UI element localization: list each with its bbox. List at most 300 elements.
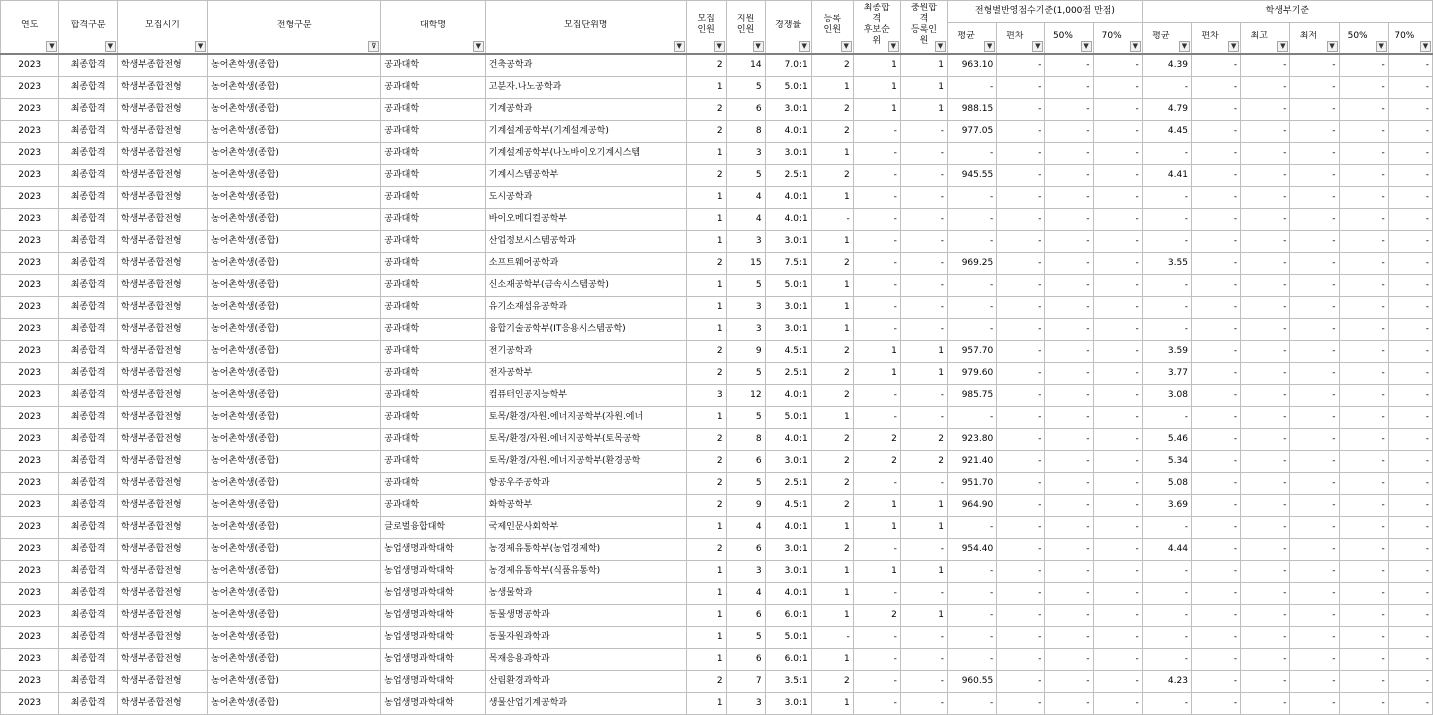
cell-final-waitlist[interactable]: 1: [853, 517, 900, 539]
cell-final-waitlist[interactable]: -: [853, 253, 900, 275]
cell-admission-type[interactable]: 농어촌학생(종합): [208, 165, 381, 187]
cell-enrolled[interactable]: 2: [811, 671, 853, 693]
cell-applicants[interactable]: 4: [726, 187, 765, 209]
cell-score-avg[interactable]: -: [948, 319, 997, 341]
cell-college[interactable]: 농업생명과학대학: [381, 671, 486, 693]
cell-period[interactable]: 학생부종합전형: [117, 121, 207, 143]
filter-dropdown-icon[interactable]: ▼: [984, 41, 995, 52]
cell-year[interactable]: 2023: [1, 77, 59, 99]
cell-unit[interactable]: 동물생명공학과: [485, 605, 686, 627]
cell-year[interactable]: 2023: [1, 649, 59, 671]
cell-record-50[interactable]: -: [1339, 165, 1388, 187]
cell-unit[interactable]: 소프트웨어공학과: [485, 253, 686, 275]
filter-dropdown-icon[interactable]: ▼: [473, 41, 484, 52]
cell-score-50[interactable]: -: [1045, 517, 1093, 539]
cell-extra-enrolled[interactable]: 1: [900, 495, 947, 517]
cell-college[interactable]: 농업생명과학대학: [381, 649, 486, 671]
cell-record-70[interactable]: -: [1388, 54, 1432, 77]
cell-record-50[interactable]: -: [1339, 363, 1388, 385]
cell-extra-enrolled[interactable]: -: [900, 297, 947, 319]
cell-college[interactable]: 공과대학: [381, 341, 486, 363]
cell-quota[interactable]: 1: [686, 187, 726, 209]
cell-record-min[interactable]: -: [1290, 54, 1339, 77]
cell-pass-type[interactable]: 최종합격: [59, 473, 117, 495]
cell-score-70[interactable]: -: [1093, 165, 1142, 187]
cell-record-min[interactable]: -: [1290, 385, 1339, 407]
cell-record-70[interactable]: -: [1388, 231, 1432, 253]
cell-extra-enrolled[interactable]: 1: [900, 561, 947, 583]
cell-score-avg[interactable]: -: [948, 407, 997, 429]
cell-applicants[interactable]: 4: [726, 517, 765, 539]
cell-quota[interactable]: 2: [686, 363, 726, 385]
cell-pass-type[interactable]: 최종합격: [59, 627, 117, 649]
cell-year[interactable]: 2023: [1, 231, 59, 253]
cell-record-avg[interactable]: -: [1142, 77, 1191, 99]
cell-pass-type[interactable]: 최종합격: [59, 121, 117, 143]
cell-enrolled[interactable]: 2: [811, 121, 853, 143]
cell-period[interactable]: 학생부종합전형: [117, 605, 207, 627]
cell-quota[interactable]: 1: [686, 275, 726, 297]
cell-year[interactable]: 2023: [1, 473, 59, 495]
cell-final-waitlist[interactable]: -: [853, 187, 900, 209]
cell-record-avg[interactable]: 5.46: [1142, 429, 1191, 451]
cell-record-max[interactable]: -: [1241, 165, 1290, 187]
cell-final-waitlist[interactable]: 2: [853, 429, 900, 451]
cell-record-min[interactable]: -: [1290, 341, 1339, 363]
cell-score-70[interactable]: -: [1093, 385, 1142, 407]
cell-admission-type[interactable]: 농어촌학생(종합): [208, 583, 381, 605]
cell-extra-enrolled[interactable]: -: [900, 385, 947, 407]
cell-record-70[interactable]: -: [1388, 429, 1432, 451]
cell-pass-type[interactable]: 최종합격: [59, 209, 117, 231]
cell-record-min[interactable]: -: [1290, 451, 1339, 473]
cell-score-70[interactable]: -: [1093, 231, 1142, 253]
cell-year[interactable]: 2023: [1, 275, 59, 297]
cell-period[interactable]: 학생부종합전형: [117, 99, 207, 121]
cell-college[interactable]: 농업생명과학대학: [381, 693, 486, 715]
cell-score-70[interactable]: -: [1093, 99, 1142, 121]
cell-enrolled[interactable]: 1: [811, 605, 853, 627]
cell-score-70[interactable]: -: [1093, 583, 1142, 605]
cell-college[interactable]: 공과대학: [381, 165, 486, 187]
cell-admission-type[interactable]: 농어촌학생(종합): [208, 187, 381, 209]
cell-period[interactable]: 학생부종합전형: [117, 671, 207, 693]
cell-applicants[interactable]: 6: [726, 605, 765, 627]
cell-college[interactable]: 공과대학: [381, 385, 486, 407]
cell-record-avg[interactable]: 4.39: [1142, 54, 1191, 77]
cell-score-50[interactable]: -: [1045, 54, 1093, 77]
cell-period[interactable]: 학생부종합전형: [117, 583, 207, 605]
cell-quota[interactable]: 1: [686, 605, 726, 627]
cell-final-waitlist[interactable]: -: [853, 473, 900, 495]
filter-dropdown-icon[interactable]: ▼: [1376, 41, 1387, 52]
cell-period[interactable]: 학생부종합전형: [117, 561, 207, 583]
cell-score-avg[interactable]: 960.55: [948, 671, 997, 693]
cell-applicants[interactable]: 5: [726, 473, 765, 495]
cell-record-70[interactable]: -: [1388, 649, 1432, 671]
cell-score-70[interactable]: -: [1093, 605, 1142, 627]
cell-score-50[interactable]: -: [1045, 297, 1093, 319]
cell-college[interactable]: 농업생명과학대학: [381, 561, 486, 583]
cell-record-50[interactable]: -: [1339, 341, 1388, 363]
cell-pass-type[interactable]: 최종합격: [59, 451, 117, 473]
cell-record-70[interactable]: -: [1388, 605, 1432, 627]
cell-admission-type[interactable]: 농어촌학생(종합): [208, 253, 381, 275]
cell-quota[interactable]: 1: [686, 407, 726, 429]
cell-score-50[interactable]: -: [1045, 583, 1093, 605]
cell-pass-type[interactable]: 최종합격: [59, 583, 117, 605]
cell-record-min[interactable]: -: [1290, 187, 1339, 209]
cell-extra-enrolled[interactable]: 2: [900, 451, 947, 473]
cell-competition[interactable]: 3.0:1: [765, 99, 811, 121]
cell-record-max[interactable]: -: [1241, 605, 1290, 627]
cell-score-dev[interactable]: -: [997, 671, 1045, 693]
cell-record-max[interactable]: -: [1241, 495, 1290, 517]
cell-year[interactable]: 2023: [1, 54, 59, 77]
cell-period[interactable]: 학생부종합전형: [117, 495, 207, 517]
cell-final-waitlist[interactable]: -: [853, 165, 900, 187]
cell-score-dev[interactable]: -: [997, 583, 1045, 605]
cell-extra-enrolled[interactable]: -: [900, 693, 947, 715]
cell-record-50[interactable]: -: [1339, 451, 1388, 473]
cell-record-50[interactable]: -: [1339, 143, 1388, 165]
cell-competition[interactable]: 2.5:1: [765, 473, 811, 495]
cell-competition[interactable]: 4.0:1: [765, 209, 811, 231]
cell-extra-enrolled[interactable]: 1: [900, 341, 947, 363]
cell-period[interactable]: 학생부종합전형: [117, 54, 207, 77]
cell-record-max[interactable]: -: [1241, 429, 1290, 451]
cell-pass-type[interactable]: 최종합격: [59, 187, 117, 209]
cell-record-dev[interactable]: -: [1191, 429, 1240, 451]
cell-admission-type[interactable]: 농어촌학생(종합): [208, 517, 381, 539]
cell-record-min[interactable]: -: [1290, 539, 1339, 561]
cell-score-avg[interactable]: -: [948, 231, 997, 253]
cell-record-70[interactable]: -: [1388, 209, 1432, 231]
cell-admission-type[interactable]: 농어촌학생(종합): [208, 341, 381, 363]
cell-period[interactable]: 학생부종합전형: [117, 539, 207, 561]
cell-competition[interactable]: 4.0:1: [765, 429, 811, 451]
cell-final-waitlist[interactable]: 1: [853, 99, 900, 121]
cell-score-50[interactable]: -: [1045, 77, 1093, 99]
cell-college[interactable]: 농업생명과학대학: [381, 539, 486, 561]
cell-score-dev[interactable]: -: [997, 297, 1045, 319]
cell-record-dev[interactable]: -: [1191, 627, 1240, 649]
cell-pass-type[interactable]: 최종합격: [59, 99, 117, 121]
cell-final-waitlist[interactable]: 1: [853, 363, 900, 385]
cell-period[interactable]: 학생부종합전형: [117, 473, 207, 495]
cell-record-50[interactable]: -: [1339, 649, 1388, 671]
cell-score-avg[interactable]: 923.80: [948, 429, 997, 451]
filter-dropdown-icon[interactable]: ▼: [1277, 41, 1288, 52]
cell-applicants[interactable]: 9: [726, 495, 765, 517]
cell-record-min[interactable]: -: [1290, 253, 1339, 275]
cell-college[interactable]: 글로벌융합대학: [381, 517, 486, 539]
cell-quota[interactable]: 2: [686, 429, 726, 451]
cell-record-dev[interactable]: -: [1191, 341, 1240, 363]
cell-competition[interactable]: 4.0:1: [765, 385, 811, 407]
cell-score-dev[interactable]: -: [997, 143, 1045, 165]
cell-record-dev[interactable]: -: [1191, 605, 1240, 627]
cell-year[interactable]: 2023: [1, 583, 59, 605]
cell-record-avg[interactable]: 4.44: [1142, 539, 1191, 561]
filter-dropdown-icon[interactable]: ▼: [1327, 41, 1338, 52]
filter-dropdown-icon[interactable]: ▼: [1032, 41, 1043, 52]
cell-year[interactable]: 2023: [1, 385, 59, 407]
cell-score-avg[interactable]: -: [948, 297, 997, 319]
cell-score-dev[interactable]: -: [997, 253, 1045, 275]
cell-applicants[interactable]: 5: [726, 627, 765, 649]
cell-record-70[interactable]: -: [1388, 187, 1432, 209]
cell-score-dev[interactable]: -: [997, 165, 1045, 187]
cell-score-dev[interactable]: -: [997, 187, 1045, 209]
cell-record-70[interactable]: -: [1388, 539, 1432, 561]
cell-applicants[interactable]: 4: [726, 209, 765, 231]
cell-record-dev[interactable]: -: [1191, 231, 1240, 253]
cell-score-avg[interactable]: -: [948, 605, 997, 627]
cell-record-max[interactable]: -: [1241, 187, 1290, 209]
cell-record-max[interactable]: -: [1241, 54, 1290, 77]
cell-final-waitlist[interactable]: -: [853, 539, 900, 561]
cell-record-70[interactable]: -: [1388, 99, 1432, 121]
filter-dropdown-icon[interactable]: ▼: [753, 41, 764, 52]
cell-period[interactable]: 학생부종합전형: [117, 429, 207, 451]
cell-applicants[interactable]: 5: [726, 363, 765, 385]
cell-record-50[interactable]: -: [1339, 693, 1388, 715]
cell-pass-type[interactable]: 최종합격: [59, 275, 117, 297]
cell-score-dev[interactable]: -: [997, 385, 1045, 407]
cell-pass-type[interactable]: 최종합격: [59, 341, 117, 363]
cell-applicants[interactable]: 3: [726, 143, 765, 165]
cell-record-max[interactable]: -: [1241, 297, 1290, 319]
cell-final-waitlist[interactable]: -: [853, 627, 900, 649]
filter-dropdown-icon[interactable]: ▼: [1081, 41, 1092, 52]
cell-score-70[interactable]: -: [1093, 539, 1142, 561]
cell-college[interactable]: 공과대학: [381, 54, 486, 77]
cell-applicants[interactable]: 4: [726, 583, 765, 605]
cell-competition[interactable]: 3.0:1: [765, 297, 811, 319]
cell-pass-type[interactable]: 최종합격: [59, 407, 117, 429]
cell-record-avg[interactable]: 3.59: [1142, 341, 1191, 363]
cell-record-50[interactable]: -: [1339, 495, 1388, 517]
cell-period[interactable]: 학생부종합전형: [117, 693, 207, 715]
cell-enrolled[interactable]: 2: [811, 99, 853, 121]
cell-record-avg[interactable]: 4.45: [1142, 121, 1191, 143]
cell-score-50[interactable]: -: [1045, 253, 1093, 275]
cell-college[interactable]: 공과대학: [381, 297, 486, 319]
cell-record-70[interactable]: -: [1388, 297, 1432, 319]
cell-score-50[interactable]: -: [1045, 143, 1093, 165]
cell-enrolled[interactable]: 1: [811, 583, 853, 605]
cell-admission-type[interactable]: 농어촌학생(종합): [208, 99, 381, 121]
cell-record-avg[interactable]: -: [1142, 187, 1191, 209]
cell-extra-enrolled[interactable]: 1: [900, 99, 947, 121]
cell-applicants[interactable]: 7: [726, 671, 765, 693]
cell-enrolled[interactable]: 1: [811, 561, 853, 583]
cell-period[interactable]: 학생부종합전형: [117, 253, 207, 275]
cell-record-dev[interactable]: -: [1191, 385, 1240, 407]
cell-record-50[interactable]: -: [1339, 121, 1388, 143]
cell-score-avg[interactable]: 957.70: [948, 341, 997, 363]
cell-extra-enrolled[interactable]: 1: [900, 605, 947, 627]
cell-record-avg[interactable]: -: [1142, 605, 1191, 627]
cell-record-min[interactable]: -: [1290, 209, 1339, 231]
cell-record-min[interactable]: -: [1290, 319, 1339, 341]
cell-period[interactable]: 학생부종합전형: [117, 363, 207, 385]
cell-applicants[interactable]: 9: [726, 341, 765, 363]
cell-final-waitlist[interactable]: -: [853, 275, 900, 297]
cell-record-min[interactable]: -: [1290, 297, 1339, 319]
cell-applicants[interactable]: 3: [726, 693, 765, 715]
cell-quota[interactable]: 2: [686, 99, 726, 121]
cell-year[interactable]: 2023: [1, 495, 59, 517]
cell-final-waitlist[interactable]: -: [853, 649, 900, 671]
cell-final-waitlist[interactable]: -: [853, 385, 900, 407]
cell-college[interactable]: 농업생명과학대학: [381, 583, 486, 605]
cell-final-waitlist[interactable]: 1: [853, 54, 900, 77]
cell-score-dev[interactable]: -: [997, 429, 1045, 451]
cell-year[interactable]: 2023: [1, 363, 59, 385]
cell-score-dev[interactable]: -: [997, 627, 1045, 649]
cell-final-waitlist[interactable]: -: [853, 231, 900, 253]
cell-unit[interactable]: 토목/환경/자원.에너지공학부(토목공학: [485, 429, 686, 451]
cell-unit[interactable]: 기계시스템공학부: [485, 165, 686, 187]
cell-score-50[interactable]: -: [1045, 429, 1093, 451]
cell-quota[interactable]: 1: [686, 209, 726, 231]
cell-record-max[interactable]: -: [1241, 363, 1290, 385]
cell-year[interactable]: 2023: [1, 121, 59, 143]
cell-score-50[interactable]: -: [1045, 407, 1093, 429]
cell-final-waitlist[interactable]: -: [853, 121, 900, 143]
cell-record-max[interactable]: -: [1241, 253, 1290, 275]
cell-record-avg[interactable]: -: [1142, 561, 1191, 583]
cell-quota[interactable]: 2: [686, 671, 726, 693]
cell-record-dev[interactable]: -: [1191, 77, 1240, 99]
cell-score-avg[interactable]: -: [948, 517, 997, 539]
cell-pass-type[interactable]: 최종합격: [59, 231, 117, 253]
cell-record-avg[interactable]: -: [1142, 209, 1191, 231]
cell-competition[interactable]: 3.5:1: [765, 671, 811, 693]
cell-final-waitlist[interactable]: -: [853, 407, 900, 429]
cell-score-avg[interactable]: -: [948, 583, 997, 605]
cell-unit[interactable]: 컴퓨터인공지능학부: [485, 385, 686, 407]
cell-score-avg[interactable]: -: [948, 649, 997, 671]
cell-score-dev[interactable]: -: [997, 407, 1045, 429]
cell-unit[interactable]: 동물자원과학과: [485, 627, 686, 649]
cell-record-max[interactable]: -: [1241, 143, 1290, 165]
cell-record-50[interactable]: -: [1339, 209, 1388, 231]
cell-quota[interactable]: 1: [686, 517, 726, 539]
cell-college[interactable]: 농업생명과학대학: [381, 627, 486, 649]
cell-record-max[interactable]: -: [1241, 209, 1290, 231]
cell-extra-enrolled[interactable]: -: [900, 275, 947, 297]
cell-extra-enrolled[interactable]: 1: [900, 54, 947, 77]
cell-college[interactable]: 공과대학: [381, 143, 486, 165]
cell-record-min[interactable]: -: [1290, 429, 1339, 451]
cell-admission-type[interactable]: 농어촌학생(종합): [208, 54, 381, 77]
cell-record-avg[interactable]: 4.41: [1142, 165, 1191, 187]
cell-pass-type[interactable]: 최종합격: [59, 165, 117, 187]
cell-enrolled[interactable]: 1: [811, 143, 853, 165]
cell-record-70[interactable]: -: [1388, 407, 1432, 429]
cell-score-70[interactable]: -: [1093, 561, 1142, 583]
cell-record-dev[interactable]: -: [1191, 539, 1240, 561]
cell-record-50[interactable]: -: [1339, 583, 1388, 605]
cell-unit[interactable]: 목재응용과학과: [485, 649, 686, 671]
cell-record-max[interactable]: -: [1241, 539, 1290, 561]
cell-competition[interactable]: 7.0:1: [765, 54, 811, 77]
cell-score-70[interactable]: -: [1093, 627, 1142, 649]
cell-unit[interactable]: 항공우주공학과: [485, 473, 686, 495]
cell-score-avg[interactable]: 977.05: [948, 121, 997, 143]
cell-score-avg[interactable]: 964.90: [948, 495, 997, 517]
cell-final-waitlist[interactable]: -: [853, 209, 900, 231]
cell-record-max[interactable]: -: [1241, 319, 1290, 341]
cell-quota[interactable]: 2: [686, 121, 726, 143]
cell-college[interactable]: 공과대학: [381, 407, 486, 429]
cell-record-min[interactable]: -: [1290, 275, 1339, 297]
cell-extra-enrolled[interactable]: 1: [900, 77, 947, 99]
cell-record-min[interactable]: -: [1290, 517, 1339, 539]
cell-year[interactable]: 2023: [1, 297, 59, 319]
cell-record-avg[interactable]: 4.79: [1142, 99, 1191, 121]
filter-dropdown-icon[interactable]: ▼: [1179, 41, 1190, 52]
cell-score-50[interactable]: -: [1045, 627, 1093, 649]
cell-record-max[interactable]: -: [1241, 121, 1290, 143]
cell-score-70[interactable]: -: [1093, 517, 1142, 539]
cell-admission-type[interactable]: 농어촌학생(종합): [208, 121, 381, 143]
cell-record-70[interactable]: -: [1388, 495, 1432, 517]
cell-period[interactable]: 학생부종합전형: [117, 275, 207, 297]
cell-competition[interactable]: 4.0:1: [765, 517, 811, 539]
cell-pass-type[interactable]: 최종합격: [59, 385, 117, 407]
cell-record-70[interactable]: -: [1388, 583, 1432, 605]
cell-record-70[interactable]: -: [1388, 385, 1432, 407]
cell-record-max[interactable]: -: [1241, 561, 1290, 583]
cell-score-50[interactable]: -: [1045, 363, 1093, 385]
cell-record-70[interactable]: -: [1388, 319, 1432, 341]
cell-applicants[interactable]: 3: [726, 319, 765, 341]
cell-score-70[interactable]: -: [1093, 297, 1142, 319]
cell-pass-type[interactable]: 최종합격: [59, 517, 117, 539]
cell-record-dev[interactable]: -: [1191, 319, 1240, 341]
cell-record-max[interactable]: -: [1241, 649, 1290, 671]
cell-extra-enrolled[interactable]: -: [900, 253, 947, 275]
cell-record-max[interactable]: -: [1241, 341, 1290, 363]
cell-final-waitlist[interactable]: -: [853, 693, 900, 715]
cell-score-70[interactable]: -: [1093, 451, 1142, 473]
cell-quota[interactable]: 1: [686, 231, 726, 253]
cell-score-70[interactable]: -: [1093, 407, 1142, 429]
cell-record-50[interactable]: -: [1339, 561, 1388, 583]
cell-pass-type[interactable]: 최종합격: [59, 561, 117, 583]
cell-enrolled[interactable]: 2: [811, 385, 853, 407]
cell-record-min[interactable]: -: [1290, 473, 1339, 495]
cell-year[interactable]: 2023: [1, 539, 59, 561]
cell-record-avg[interactable]: -: [1142, 583, 1191, 605]
cell-unit[interactable]: 토목/환경/자원.에너지공학부(환경공학: [485, 451, 686, 473]
cell-competition[interactable]: 4.0:1: [765, 187, 811, 209]
cell-enrolled[interactable]: 1: [811, 297, 853, 319]
cell-record-70[interactable]: -: [1388, 517, 1432, 539]
cell-record-dev[interactable]: -: [1191, 495, 1240, 517]
cell-record-avg[interactable]: -: [1142, 319, 1191, 341]
cell-score-dev[interactable]: -: [997, 99, 1045, 121]
cell-record-dev[interactable]: -: [1191, 561, 1240, 583]
cell-record-min[interactable]: -: [1290, 605, 1339, 627]
cell-admission-type[interactable]: 농어촌학생(종합): [208, 671, 381, 693]
cell-final-waitlist[interactable]: -: [853, 143, 900, 165]
cell-quota[interactable]: 1: [686, 297, 726, 319]
